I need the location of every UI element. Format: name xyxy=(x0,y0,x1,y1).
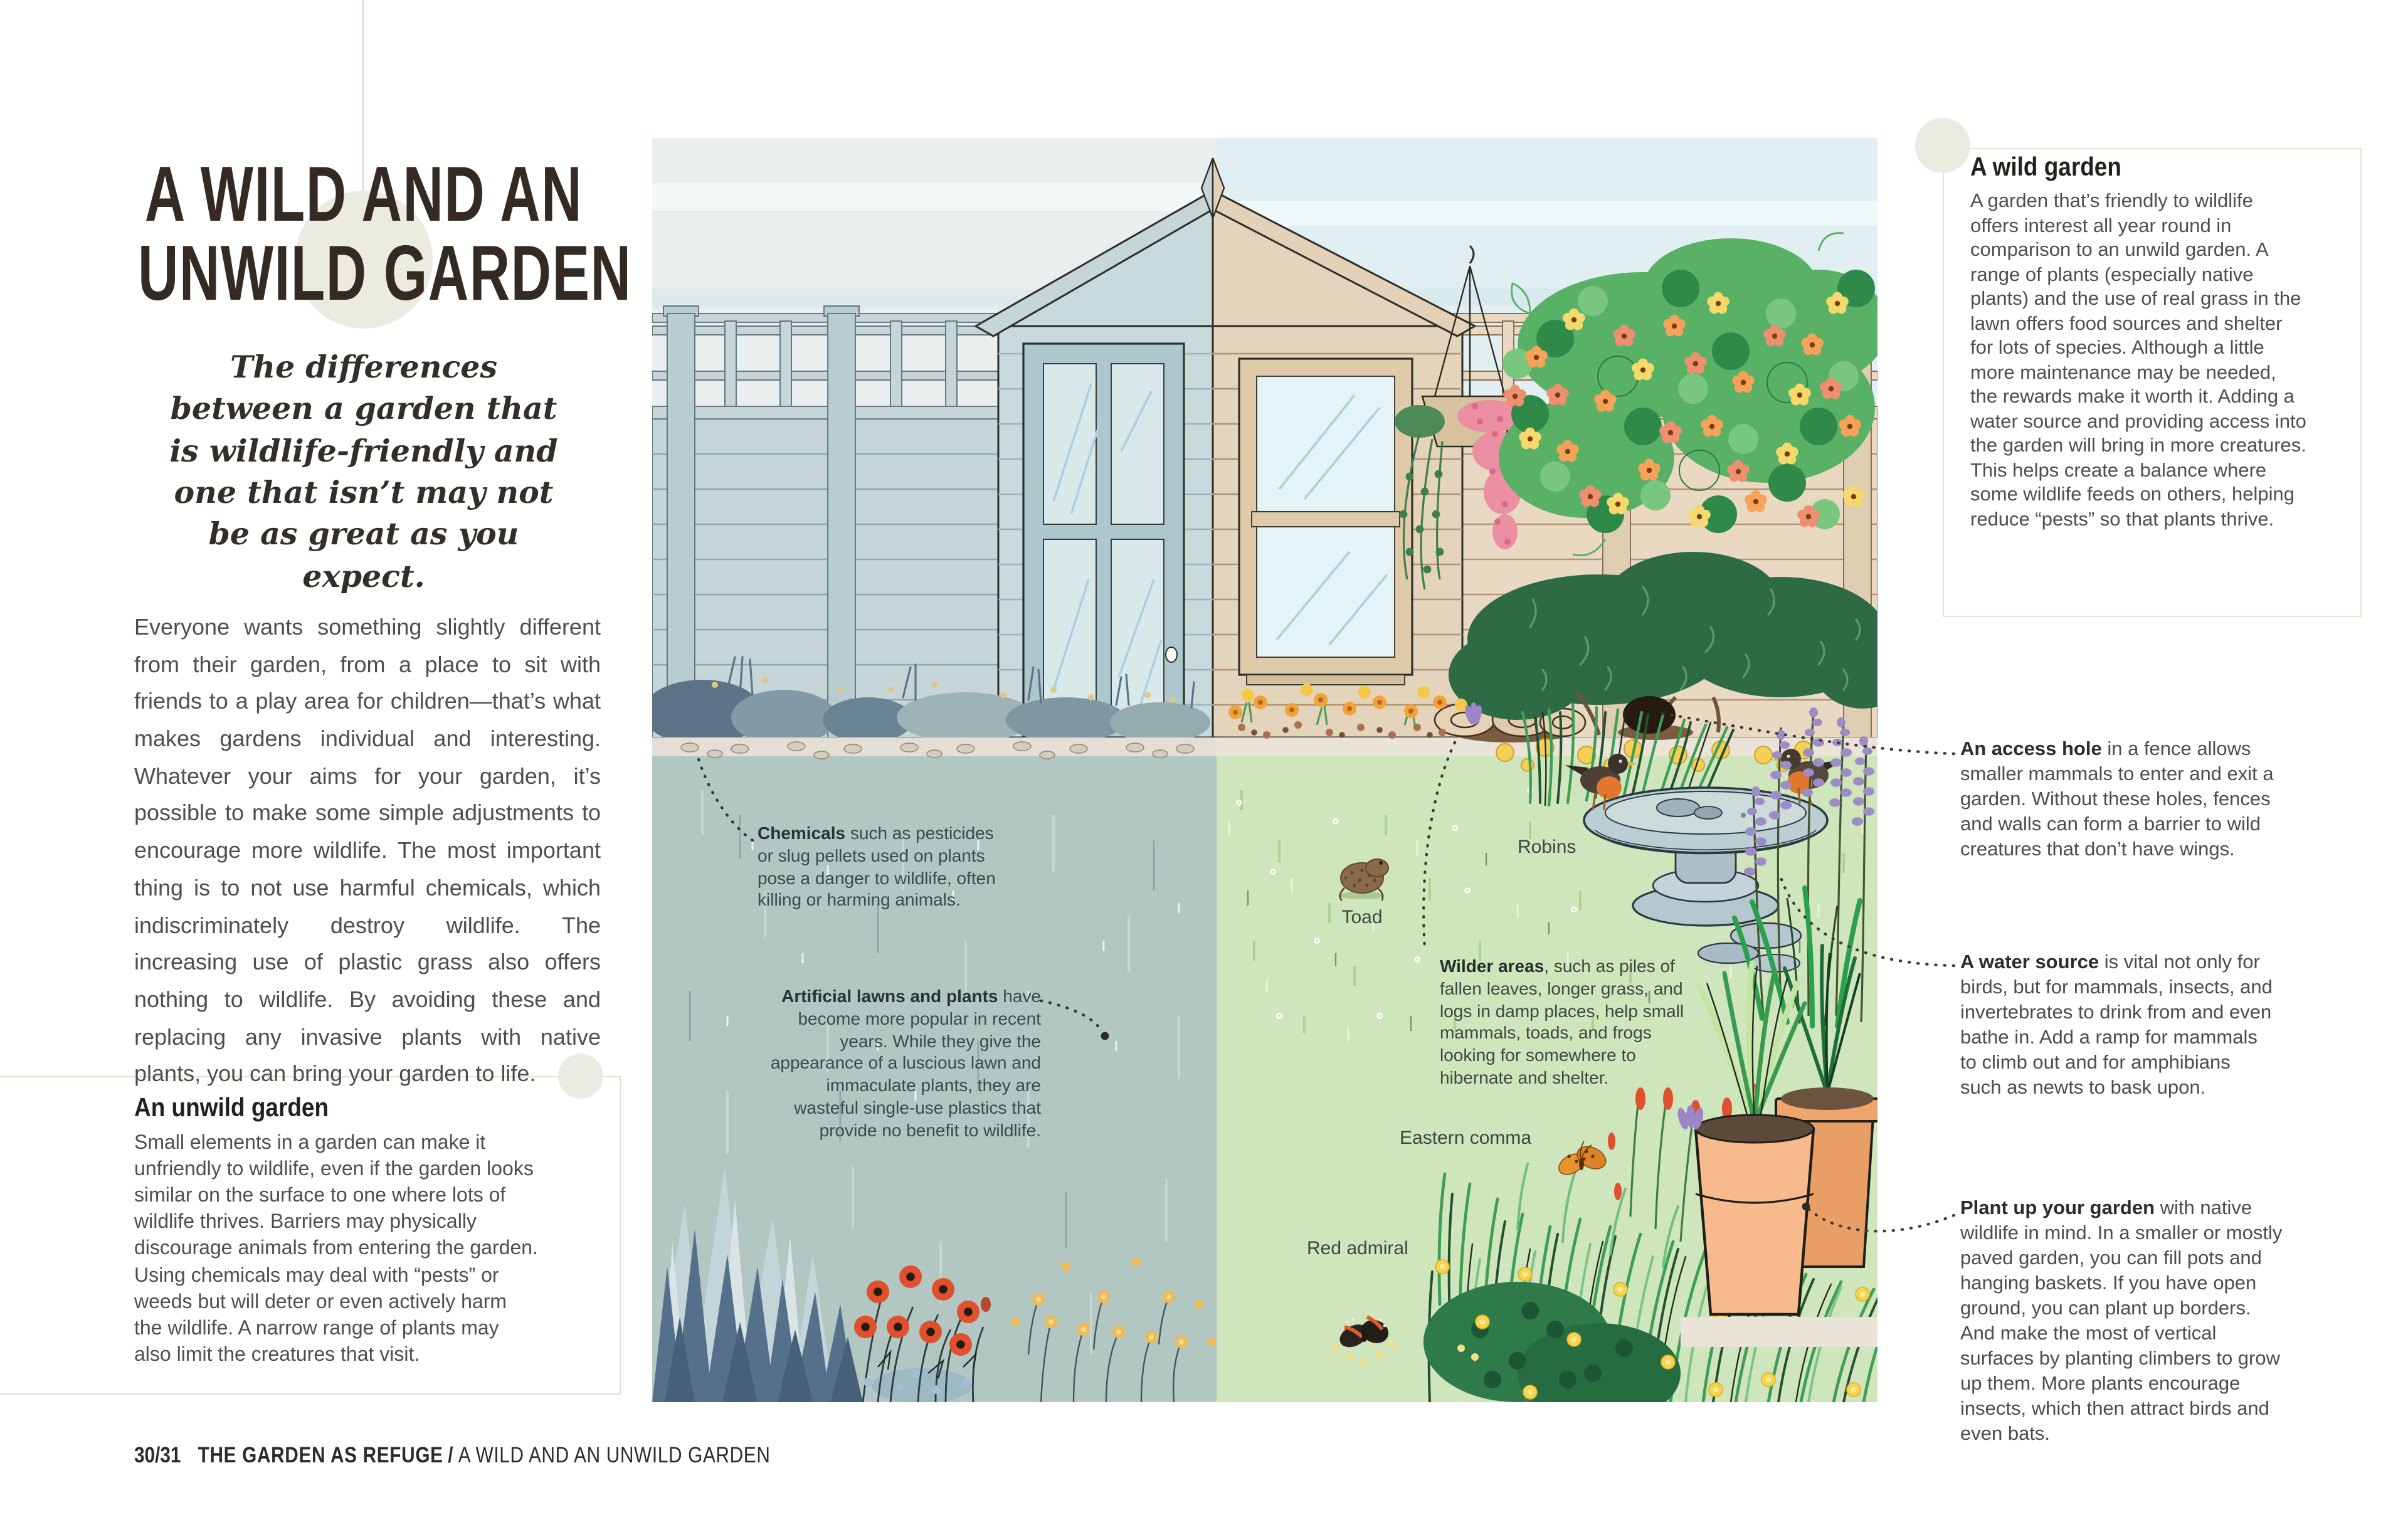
annotation-access-hole xyxy=(1960,737,2276,863)
unwild-garden-section xyxy=(134,1094,538,1368)
intro-standfirst: The differences between a garden that is wildlife-friendly and one that isn’t may not be as great as you expect. xyxy=(169,349,558,594)
footer-chapter: A WILD AND AN UNWILD GARDEN xyxy=(458,1442,771,1467)
page-number: 30/31 xyxy=(134,1442,181,1467)
unwild-garden-body: Small elements in a garden can make it unfriendly to wildlife, even if the garden looks similar on the surface to one where lots of wildlife thrives. Barriers may physically discourage animals from entering the garden. Using chemicals may deal with “pests” or weeds but will deter or even actively harm the wildlife. A narrow range of plants may also limit the creatures that visit. xyxy=(134,1133,538,1366)
annotation-plant-up-lead: Plant up your garden xyxy=(1960,1198,2155,1219)
garden-illustration-svg xyxy=(652,138,1877,1402)
annotation-water-source-lead: A water source xyxy=(1960,952,2099,973)
shed-window xyxy=(1239,359,1412,685)
wild-garden-section xyxy=(1970,153,2306,532)
wild-garden-body: A garden that’s friendly to wildlife offers interest all year round in comparison to an unwild garden. A range of plants (especially native plants) and the use of real grass in the lawn offers food sources and shelter for lots of species. Although a little more maintenance may be needed, the rewards make it worth it. Adding a water source and providing access into the garden will bring in more creatures. This helps create a balance where some wildlife feeds on others, helping reduce “pests” so that plants thrive. xyxy=(1970,191,2306,531)
label-wilder-areas: Wilder areas, such as piles of fallen leaves, longer grass, and logs in damp places, help small mammals, toads, and frogs looking for somewhere to hibernate and shelter. xyxy=(1440,956,1684,1087)
artificial-leader-dot xyxy=(1101,1032,1109,1040)
wild-garden-heading: A wild garden xyxy=(1970,153,2121,182)
annotation-plant-up-text: with native wildlife in mind. In a smaller or mostly paved garden, you can fill pots and hanging baskets. If you have open ground, you can plant up borders. And make the most of vertical surfaces by planting climbers to grow up them. More plants encourage insects, which then attract birds and even bats. xyxy=(1960,1198,2283,1445)
label-artificial-lawns: Artificial lawns and plants have become more popular in recent years. While they give the appearance of a luscious lawn and immaculate plants, they are wasteful single-use plastics that provide no benefit to wildlife. xyxy=(770,986,1041,1140)
annotation-plant-up xyxy=(1960,1196,2289,1447)
annotation-water-source xyxy=(1960,951,2276,1101)
label-chemicals: Chemicals such as pesticides or slug pellets used on plants pose a danger to wildlife, often killing or harming animals. xyxy=(758,823,996,910)
annotation-water-source-text: is vital not only for birds, but for mammals, insects, and invertebrates to drink from and even bathe in. Add a ramp for mammals to climb out and for amphibians such as newts to bask upon. xyxy=(1960,952,2273,1099)
page-title-line2: UNWILD GARDEN xyxy=(138,231,632,318)
shed-door xyxy=(1023,344,1184,737)
wild-frame-circle xyxy=(1915,118,1970,173)
label-robins: Robins xyxy=(1518,837,1576,858)
annotation-access-hole-lead: An access hole xyxy=(1960,739,2102,760)
garden-illustration xyxy=(652,138,1877,1402)
page-footer xyxy=(134,1442,771,1469)
label-red-admiral: Red admiral xyxy=(1307,1238,1408,1259)
footer-section: THE GARDEN AS REFUGE xyxy=(198,1442,443,1467)
main-body-text: Everyone wants something slightly different from their garden, from a place to sit with friends to a play area for children—that’s what makes gardens individual and interesting. Whatever your aims for your garden, it’s possible to make some simple adjustments to encourage more wildlife. The most important thing is to not use harmful chemicals, which indiscriminately destroy wildlife. The increasing use of plastic grass also offers nothing to wildlife. By avoiding these and replacing any invasive plants with native plants, you can bring your garden to life. xyxy=(134,615,601,1087)
annotation-access-hole-text: in a fence allows smaller mammals to enter and exit a garden. Without these holes, fences and walls can form a barrier to wild creatures that don’t have wings. xyxy=(1960,739,2274,860)
page-title xyxy=(138,152,632,318)
label-toad: Toad xyxy=(1341,907,1383,928)
label-eastern-comma: Eastern comma xyxy=(1400,1128,1532,1149)
unwild-garden-heading: An unwild garden xyxy=(134,1094,329,1122)
page-title-line1: A WILD AND AN xyxy=(144,152,583,238)
ramp-stone xyxy=(1657,799,1699,816)
door-knob xyxy=(1166,647,1177,662)
footer-separator: / xyxy=(448,1442,454,1467)
